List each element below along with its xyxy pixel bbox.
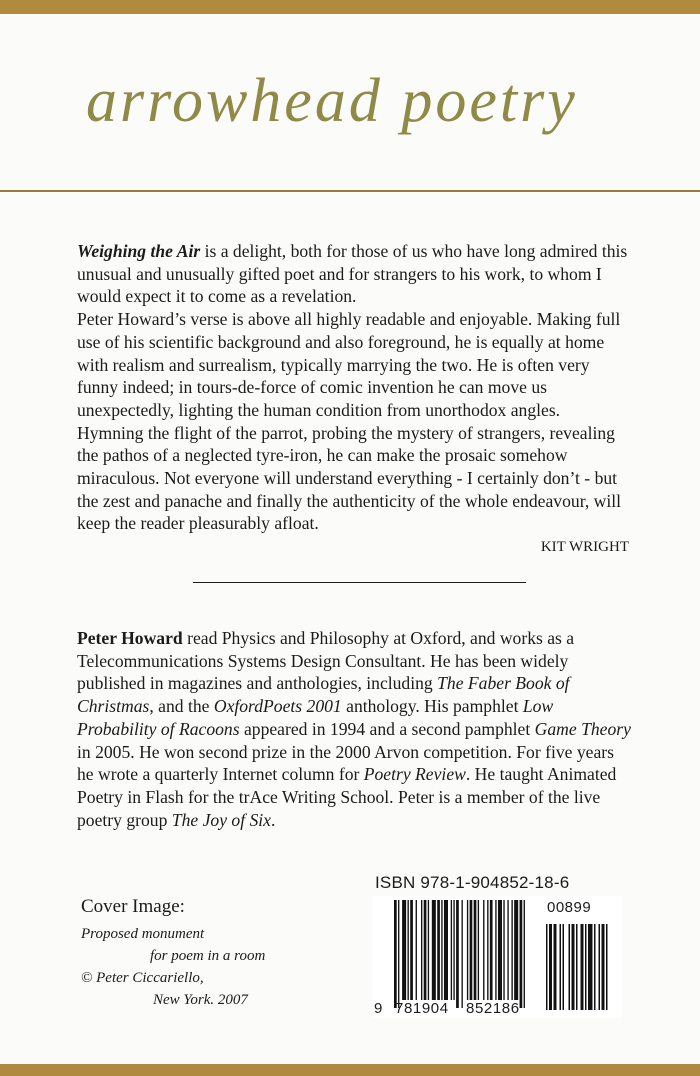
series-title: arrowhead poetry xyxy=(86,67,578,135)
barcode-bar xyxy=(511,900,512,1000)
bio-text: read Physics and Philosophy at Oxford, and works as a Telecommunications Systems Design Consultant. He has been widely published in magazines and anthologies, including xyxy=(77,628,575,694)
bio-text: appeared in 1994 and a second pamphlet xyxy=(239,718,535,739)
barcode-bar xyxy=(467,900,468,1000)
bio-title: Poetry Review xyxy=(363,764,466,785)
barcode-bar xyxy=(441,900,442,1000)
barcode-addon-bar xyxy=(554,924,557,1010)
barcode-digit-first: 9 xyxy=(374,1000,383,1017)
barcode-addon-bar xyxy=(581,924,584,1010)
barcode-bar xyxy=(474,900,477,1000)
barcode-bar xyxy=(495,900,496,1000)
bio-text: in 2005. He won second prize in the 2000 Arvon competition. For five years he wrote a quarterly Internet column for xyxy=(77,741,614,785)
isbn-label: ISBN 978-1-904852-18-6 xyxy=(375,873,570,892)
barcode-bar xyxy=(437,900,440,1000)
barcode-digits-right: 852186 xyxy=(466,1000,520,1017)
barcode-addon-bar xyxy=(569,924,571,1010)
cover-image-line: for poem in a room xyxy=(150,948,266,964)
barcode-bar xyxy=(428,900,429,1000)
author-name: Peter Howard xyxy=(77,628,183,648)
barcode-bar xyxy=(456,900,459,1008)
barcode-bar xyxy=(487,900,488,1000)
barcode-addon-bar xyxy=(560,924,562,1010)
barcode-addon-bar xyxy=(606,924,608,1010)
book-title: Weighing the Air xyxy=(77,241,201,261)
title-divider xyxy=(0,190,700,192)
barcode-addon-bar xyxy=(572,924,575,1010)
barcode-bar xyxy=(453,900,454,1000)
bio-title: Low Probability of Racoons xyxy=(77,696,554,739)
barcode-addon-bar xyxy=(602,924,605,1010)
barcode-addon-bar xyxy=(576,924,578,1010)
barcode-bar xyxy=(451,900,452,1000)
price-code: 00899 xyxy=(547,899,592,916)
barcode-addon-bar xyxy=(594,924,596,1010)
barcode-addon-bar xyxy=(588,924,593,1010)
cover-image-heading: Cover Image: xyxy=(81,896,185,917)
bio-title: OxfordPoets 2001 xyxy=(213,696,342,717)
review-blurb xyxy=(77,240,629,559)
bio-text: anthology. His pamphlet xyxy=(341,696,523,717)
blurb-attribution: KIT WRIGHT xyxy=(540,539,629,556)
bio-text: . xyxy=(270,809,276,830)
barcode-bar xyxy=(520,900,523,1008)
barcode-digits-left: 781904 xyxy=(395,1000,449,1017)
cover-image-line: New York. 2007 xyxy=(153,992,248,1008)
barcode-addon-bar xyxy=(599,924,601,1010)
barcode-bar xyxy=(416,900,417,1000)
cover-image-credit xyxy=(81,895,321,1011)
bio-title: The Faber Book of Christmas xyxy=(77,673,570,717)
section-divider xyxy=(193,582,526,583)
blurb-paragraph-1-text: is a delight, both for those of us who have long admired this unusual and unusually gifted poet and for strangers to his work, to whom I would expect it to come as a revelation. xyxy=(77,241,628,307)
barcode-bar xyxy=(421,900,422,1000)
cover-image-line: Proposed monument xyxy=(81,926,205,942)
bio-text: . He taught Animated Poetry in Flash for the trAce Writing School. Peter is a member of the live poetry group xyxy=(77,764,617,830)
author-bio xyxy=(77,627,633,831)
barcode-bar xyxy=(514,900,518,1000)
blurb-paragraph-2: Peter Howard’s verse is above all highly readable and enjoyable. Making full use of his scientific background and also foreground, he is equally at home with realism and surrealism, typically marrying the two. He is often very funny indeed; in tours-de-force of comic invention he can move us unexpectedly, lighting the human condition from unorthodox angles. Hymning the flight of the parrot, probing the mystery of strangers, revealing the pathos of a neglected tyre-iron, he can make the prosaic somehow miraculous. Not everyone will understand everything - I certainly don’t - but the zest and panache and finally the authenticity of the whole endeavour, will keep the reader pleasurably afloat. xyxy=(77,309,622,534)
barcode-bar xyxy=(483,900,484,1000)
barcode-addon-bar xyxy=(563,924,565,1010)
barcode-bar xyxy=(490,900,493,1000)
barcode-bar xyxy=(424,900,427,1000)
barcode-bar xyxy=(410,900,413,1000)
barcode-bar xyxy=(444,900,448,1000)
bio-title: The Joy of Six xyxy=(171,809,271,830)
barcode-bar xyxy=(498,900,502,1000)
cover-image-line: © Peter Ciccariello, xyxy=(81,970,204,986)
barcode-bar xyxy=(507,900,508,1000)
barcode-bar xyxy=(402,900,406,1000)
barcode-bar xyxy=(524,900,525,1008)
barcode-bar xyxy=(478,900,479,1000)
bio-title: Game Theory xyxy=(534,718,631,739)
barcode-bar xyxy=(408,900,409,1000)
bottom-color-band xyxy=(0,1064,700,1076)
barcode-addon-bar xyxy=(549,924,552,1010)
barcode-bar xyxy=(432,900,436,1000)
barcode-addon-bar xyxy=(546,924,548,1010)
barcode-addon-bar xyxy=(585,924,587,1010)
barcode-bar xyxy=(394,900,397,1008)
barcode-bar xyxy=(470,900,473,1000)
barcode-bar xyxy=(398,900,399,1008)
blurb-paragraph-1 xyxy=(77,240,629,308)
barcode-bar xyxy=(462,900,463,1008)
barcode-bar xyxy=(503,900,504,1000)
top-color-band xyxy=(0,0,700,14)
bio-text: , and the xyxy=(149,696,214,717)
